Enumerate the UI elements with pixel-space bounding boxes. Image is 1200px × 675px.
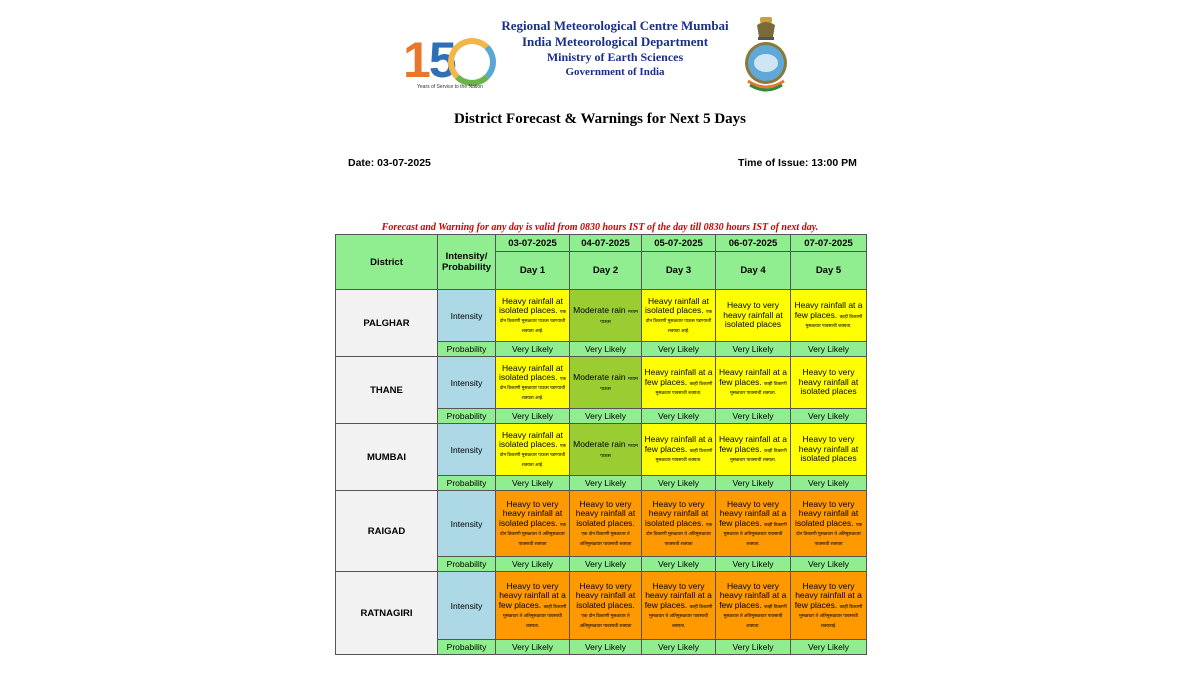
forecast-cell (716, 491, 791, 557)
probability-label: Probability (438, 342, 496, 357)
district-name: RATNAGIRI (336, 572, 438, 655)
forecast-table (335, 234, 867, 655)
probability-value: Very Likely (791, 409, 867, 424)
district-name: THANE (336, 357, 438, 424)
probability-value: Very Likely (642, 557, 716, 572)
probability-value: Very Likely (570, 409, 642, 424)
forecast-text-en: Heavy to very heavy rainfall at isolated places. (498, 498, 563, 528)
probability-value: Very Likely (791, 476, 867, 491)
probability-value: Very Likely (791, 342, 867, 357)
forecast-cell (642, 491, 716, 557)
forecast-text-en: Heavy to very heavy rainfall at isolated places (798, 367, 859, 397)
logo-digit-one: 1 (403, 32, 429, 88)
org-line-rmc: Regional Meteorological Centre Mumbai (501, 18, 729, 33)
probability-value: Very Likely (496, 342, 570, 357)
intensity-label: Intensity (438, 290, 496, 342)
forecast-text-marathi: एक दोन ठिकाणी मुसळधार पाऊस पडण्याची शक्यता आहे. (499, 375, 567, 400)
header-day-5: Day 5 (791, 252, 867, 290)
forecast-cell (496, 357, 570, 409)
forecast-text-en: Heavy rainfall at isolated places. (498, 429, 563, 449)
forecast-cell (570, 572, 642, 640)
forecast-text-en: Moderate rain (573, 439, 626, 449)
forecast-cell (791, 290, 867, 342)
forecast-cell (791, 357, 867, 409)
header-day-3: Day 3 (642, 252, 716, 290)
probability-value: Very Likely (642, 342, 716, 357)
probability-value: Very Likely (716, 342, 791, 357)
forecast-cell (496, 290, 570, 342)
forecast-text-marathi: काही ठिकाणी मुसळधार पावसाची शक्यता. (805, 313, 863, 329)
forecast-text-marathi: मध्यम पाऊस (600, 376, 638, 391)
forecast-cell (496, 491, 570, 557)
intensity-label: Intensity (438, 491, 496, 557)
intensity-label: Intensity (438, 424, 496, 476)
forecast-text-marathi: एक दोन ठिकाणी मुसळधार पाऊस पडण्याची शक्यता आहे. (499, 442, 567, 467)
forecast-cell (642, 572, 716, 640)
forecast-text-en: Heavy to very heavy rainfall at a few places. (719, 498, 787, 528)
forecast-cell (642, 424, 716, 476)
forecast-cell (570, 424, 642, 476)
forecast-text-marathi: काही ठिकाणी मुसळधार ते अतिमुसळधार पावसाची शक्यता. (503, 603, 567, 628)
forecast-text-en: Heavy rainfall at a few places. (718, 434, 788, 454)
probability-label: Probability (438, 557, 496, 572)
probability-value: Very Likely (642, 640, 716, 655)
forecast-cell (716, 424, 791, 476)
probability-value: Very Likely (716, 557, 791, 572)
intensity-row (336, 357, 867, 409)
probability-value: Very Likely (570, 342, 642, 357)
header-day-4: Day 4 (716, 252, 791, 290)
forecast-cell (791, 424, 867, 476)
forecast-text-en: Heavy to very heavy rainfall at isolated places. (794, 498, 859, 528)
org-line-ministry: Ministry of Earth Sciences (546, 50, 684, 64)
header-date-2: 04-07-2025 (570, 235, 642, 252)
forecast-cell (496, 424, 570, 476)
probability-value: Very Likely (642, 409, 716, 424)
forecast-text-en: Heavy to very heavy rainfall at a few places. (498, 580, 566, 610)
forecast-text-en: Heavy to very heavy rainfall at isolated places. (575, 498, 636, 528)
forecast-text-en: Heavy rainfall at a few places. (794, 300, 863, 320)
forecast-text-marathi: एक दोन ठिकाणी मुसळधार ते अतिमुसळधार पावसाची शक्यता (579, 613, 632, 628)
forecast-cell (570, 491, 642, 557)
forecast-text-marathi: एक दोन ठिकाणी मुसळधार पाऊस पडण्याची शक्यता आहे. (645, 308, 713, 333)
intensity-label: Intensity (438, 357, 496, 409)
forecast-text-marathi: एक दोन ठिकाणी मुसळधार ते अतिमुसळधार पावसाची शक्यता (500, 521, 567, 546)
probability-value: Very Likely (791, 640, 867, 655)
header-day-1: Day 1 (496, 252, 570, 290)
organisation-block (470, 18, 760, 79)
forecast-body (336, 290, 867, 655)
forecast-text-en: Heavy to very heavy rainfall at a few places. (644, 580, 712, 610)
forecast-text-marathi: काही ठिकाणी मुसळधार ते अतिमुसळधार पावसाची शक्यता. (649, 603, 713, 628)
header-district: District (336, 235, 438, 290)
forecast-text-marathi: एक दोन ठिकाणी मुसळधार पाऊस पडण्याची शक्यता आहे. (499, 308, 567, 333)
probability-value: Very Likely (716, 640, 791, 655)
probability-value: Very Likely (496, 476, 570, 491)
forecast-text-marathi: मध्यम पाऊस (600, 309, 638, 324)
intensity-label: Intensity (438, 572, 496, 640)
org-line-imd: India Meteorological Department (521, 34, 709, 49)
forecast-text-marathi: एक दोन ठिकाणी मुसळधार ते अतिमुसळधार पावसाची शक्यता (646, 521, 713, 546)
logo-tagline: Years of Service to the Nation (417, 84, 483, 90)
forecast-cell (716, 357, 791, 409)
probability-value: Very Likely (570, 476, 642, 491)
probability-value: Very Likely (716, 409, 791, 424)
forecast-text-en: Heavy rainfall at isolated places. (498, 362, 563, 382)
district-name: RAIGAD (336, 491, 438, 572)
forecast-cell (716, 290, 791, 342)
forecast-text-en: Heavy rainfall at a few places. (644, 367, 713, 387)
forecast-text-en: Heavy to very heavy rainfall at isolated places (723, 300, 783, 330)
forecast-text-en: Heavy to very heavy rainfall at a few places. (794, 580, 862, 610)
probability-value: Very Likely (716, 476, 791, 491)
forecast-text-marathi: काही ठिकाणी मुसळधार पावसाची शक्यता. (730, 380, 787, 396)
intensity-row (336, 572, 867, 640)
issue-time: Time of Issue: 13:00 PM (738, 157, 857, 169)
forecast-cell (791, 491, 867, 557)
forecast-cell (570, 290, 642, 342)
forecast-text-marathi: एक दोन ठिकाणी मुसळधार ते अतिमुसळधार पावसाची शक्यता (796, 521, 863, 546)
forecast-text-marathi: काही ठिकाणी मुसळधार ते अतिमुसळधार पावसाची शक्यता. (723, 521, 787, 546)
probability-value: Very Likely (496, 557, 570, 572)
probability-value: Very Likely (496, 640, 570, 655)
header-day-2: Day 2 (570, 252, 642, 290)
header-date-4: 06-07-2025 (716, 235, 791, 252)
forecast-cell (791, 572, 867, 640)
logo-digit-five: 5 (428, 32, 455, 88)
probability-value: Very Likely (570, 640, 642, 655)
forecast-text-en: Heavy rainfall at isolated places. (498, 295, 563, 315)
forecast-text-marathi: काही ठिकाणी मुसळधार पावसाची शक्यता. (655, 380, 713, 396)
forecast-text-en: Heavy to very heavy rainfall at a few places. (719, 580, 787, 610)
forecast-cell (496, 572, 570, 640)
forecast-cell (642, 290, 716, 342)
probability-value: Very Likely (570, 557, 642, 572)
page-title: District Forecast & Warnings for Next 5 Days (453, 111, 747, 127)
forecast-text-en: Moderate rain (573, 372, 626, 382)
forecast-text-en: Moderate rain (573, 305, 626, 315)
forecast-text-marathi: एक दोन ठिकाणी मुसळधार ते अतिमुसळधार पावसाची शक्यता (579, 531, 632, 546)
header-date-1: 03-07-2025 (496, 235, 570, 252)
forecast-text-marathi: काही ठिकाणी मुसळधार पावसाची शक्यता. (655, 447, 713, 463)
imd-emblem-icon (742, 15, 790, 93)
forecast-text-marathi: मध्यम पाऊस (600, 443, 638, 458)
probability-label: Probability (438, 640, 496, 655)
header-date-5: 07-07-2025 (791, 235, 867, 252)
intensity-row (336, 424, 867, 476)
forecast-cell (642, 357, 716, 409)
forecast-cell (570, 357, 642, 409)
probability-value: Very Likely (496, 409, 570, 424)
forecast-text-en: Heavy to very heavy rainfall at isolated places. (575, 580, 636, 610)
forecast-cell (716, 572, 791, 640)
intensity-row (336, 491, 867, 557)
probability-value: Very Likely (642, 476, 716, 491)
forecast-text-en: Heavy rainfall at a few places. (644, 434, 713, 454)
validity-note: Forecast and Warning for any day is valid from 0830 hours IST of the day till 0830 hours IST of next day. (381, 222, 819, 233)
intensity-row (336, 290, 867, 342)
forecast-text-en: Heavy rainfall at isolated places. (644, 295, 709, 315)
district-name: MUMBAI (336, 424, 438, 491)
district-name: PALGHAR (336, 290, 438, 357)
probability-value: Very Likely (791, 557, 867, 572)
forecast-text-en: Heavy to very heavy rainfall at isolated places. (644, 498, 709, 528)
forecast-text-marathi: काही ठिकाणी मुसळधार ते अतिमुसळधार पावसाची शक्यता. (723, 603, 787, 628)
header-date-3: 05-07-2025 (642, 235, 716, 252)
forecast-text-marathi: काही ठिकाणी मुसळधार ते अतिमुसळधार पावसाची शक्यताई. (799, 603, 863, 628)
probability-label: Probability (438, 409, 496, 424)
issue-date: Date: 03-07-2025 (348, 157, 431, 169)
probability-label: Probability (438, 476, 496, 491)
forecast-text-en: Heavy rainfall at a few places. (718, 367, 788, 387)
forecast-text-en: Heavy to very heavy rainfall at isolated places (798, 434, 859, 464)
org-line-government: Government of India (565, 66, 665, 78)
header-intensity-probability: Intensity/ Probability (438, 235, 496, 290)
forecast-text-marathi: काही ठिकाणी मुसळधार पावसाची शक्यता. (730, 447, 787, 463)
